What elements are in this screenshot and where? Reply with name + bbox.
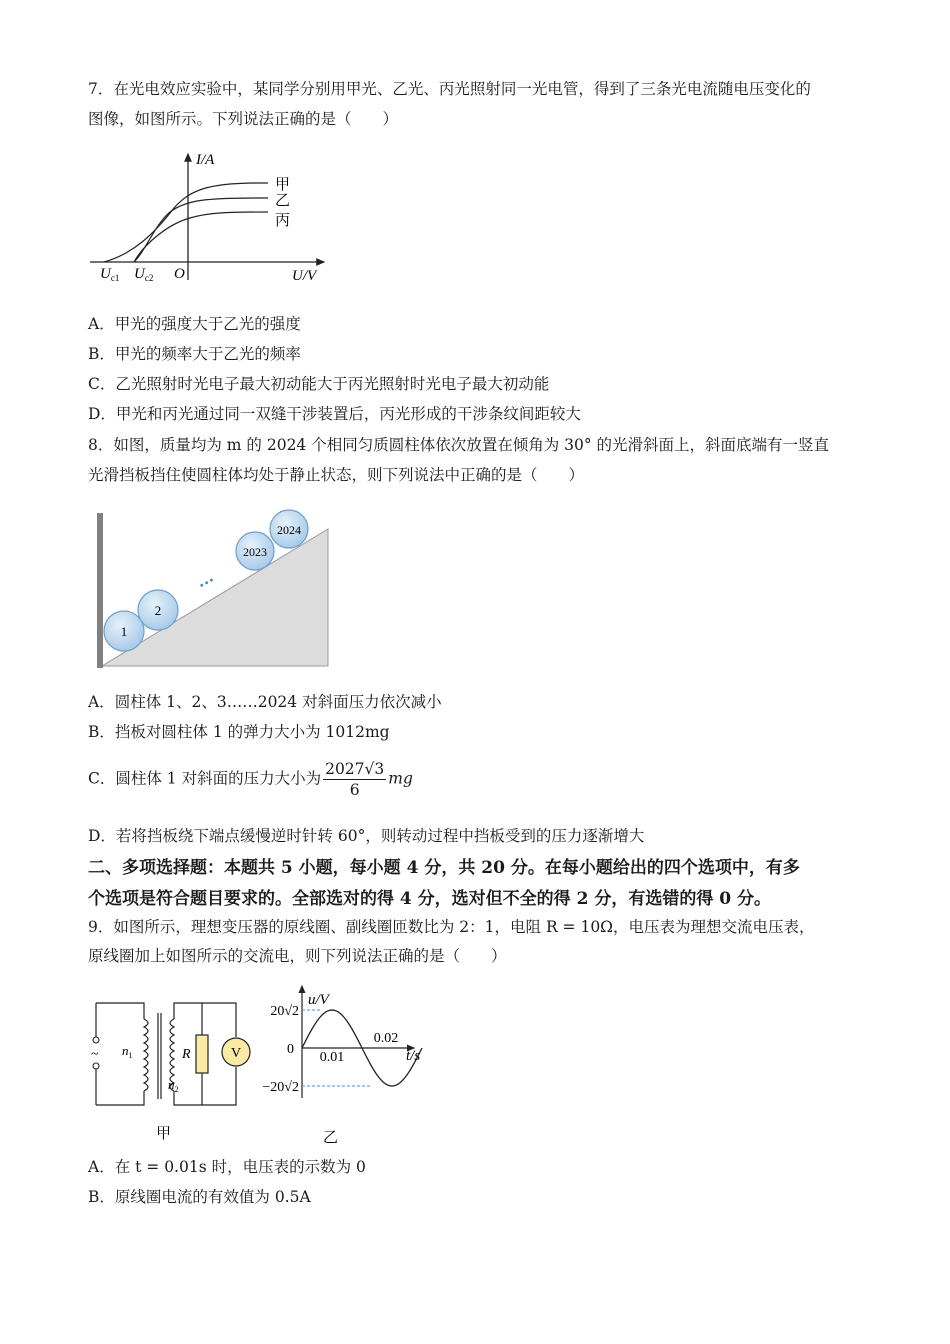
u-graph-caption: 乙 xyxy=(323,1130,339,1145)
cylinder-label-2023: 2023 xyxy=(243,545,267,559)
curve-yi xyxy=(134,198,268,262)
q8-option-c-suffix: mg xyxy=(388,769,413,788)
resistor-label: R xyxy=(182,1047,191,1062)
q8-option-d: D．若将挡板绕下端点缓慢逆时针转 60°，则转动过程中挡板受到的压力逐渐增大 xyxy=(88,827,645,845)
q9-stem-line2: 原线圈加上如图所示的交流电，则下列说法正确的是（ ） xyxy=(88,947,507,965)
q7-option-d: D．甲光和丙光通过同一双缝干涉装置后，丙光形成的干涉条纹间距较大 xyxy=(88,405,581,423)
q7-stem-line2: 图像，如图所示。下列说法正确的是（ ） xyxy=(88,110,399,128)
curve-bing xyxy=(134,212,268,262)
q8-stem-line2: 光滑挡板挡住使圆柱体均处于静止状态，则下列说法中正确的是（ ） xyxy=(88,466,585,484)
n1-label: $n_1$ xyxy=(122,1043,133,1060)
q7-option-a: A．甲光的强度大于乙光的强度 xyxy=(88,315,301,333)
q7-option-b: B．甲光的频率大于乙光的频率 xyxy=(88,345,301,363)
u-graph-x-label: t/s xyxy=(406,1048,421,1064)
resistor xyxy=(196,1035,208,1073)
q9-option-a: A．在 t = 0.01s 时，电压表的示数为 0 xyxy=(88,1158,366,1176)
q7-y-label: I/A xyxy=(196,152,215,168)
terminal-bottom xyxy=(93,1063,99,1069)
n2-label: $n_2$ xyxy=(168,1077,179,1094)
section2-heading-line2: 个选项是符合题目要求的。全部选对的得 4 分，选对但不全的得 2 分，有选错的得 0 分。 xyxy=(88,889,771,909)
secondary-top-wire xyxy=(174,1003,236,1037)
u-graph-t1-label: 0.01 xyxy=(319,1050,345,1065)
cylinder-label-2: 2 xyxy=(154,603,162,618)
u-graph-origin: 0 xyxy=(287,1042,294,1057)
cylinder-ellipsis: ... xyxy=(192,565,217,591)
fraction-numerator: 2027√3 xyxy=(325,760,385,778)
primary-bottom-wire xyxy=(96,1091,144,1105)
primary-top-wire xyxy=(96,1003,144,1019)
q7-x-label: U/V xyxy=(292,268,317,284)
u-graph-min-label: −20√2 xyxy=(262,1080,299,1095)
q8-option-c xyxy=(88,760,413,799)
curve-label-yi: 乙 xyxy=(275,193,291,209)
q7-stem-line1: 7．在光电效应实验中，某同学分别用甲光、乙光、丙光照射同一光电管，得到了三条光电流随电压变化的 xyxy=(88,80,811,98)
u-graph-t2-label: 0.02 xyxy=(373,1031,399,1046)
q7-uc2-label: $U_{c2}$ xyxy=(134,266,154,283)
primary-coil xyxy=(144,1019,148,1091)
q9-transformer-circuit xyxy=(88,995,253,1145)
q8-stem-line1: 8．如图，质量均为 m 的 2024 个相同匀质圆柱体依次放置在倾角为 30° 的光滑斜面上，斜面底端有一竖直 xyxy=(88,436,830,454)
voltmeter-label: V xyxy=(230,1046,242,1061)
u-graph-max-label: 20√2 xyxy=(270,1004,299,1019)
q9-stem-line1: 9．如图所示，理想变压器的原线圈、副线圈匝数比为 2：1，电阻 R = 10Ω，电压表为理想交流电压表， xyxy=(88,918,815,936)
fraction-denominator: 6 xyxy=(349,781,360,799)
q7-uc1-label: $U_{c1}$ xyxy=(100,266,120,283)
q7-option-c: C．乙光照射时光电子最大初动能大于丙光照射时光电子最大初动能 xyxy=(88,375,550,393)
q8-option-b: B．挡板对圆柱体 1 的弹力大小为 1012mg xyxy=(88,723,390,741)
retaining-plate xyxy=(97,513,103,668)
circuit-caption: 甲 xyxy=(156,1126,172,1142)
ac-source-symbol: ~ xyxy=(91,1047,99,1062)
q8-option-c-fraction xyxy=(323,760,386,799)
cylinder-label-2024: 2024 xyxy=(277,523,301,537)
q7-origin: O xyxy=(174,266,185,282)
q9-option-b: B．原线圈电流的有效值为 0.5A xyxy=(88,1188,311,1206)
q8-option-c-prefix: C．圆柱体 1 对斜面的压力大小为 xyxy=(88,769,322,788)
terminal-top xyxy=(93,1037,99,1043)
q8-option-a: A．圆柱体 1、2、3……2024 对斜面压力依次减小 xyxy=(88,693,442,711)
q9-voltage-graph xyxy=(250,980,435,1145)
section2-heading-line1: 二、多项选择题：本题共 5 小题，每小题 4 分，共 20 分。在每小题给出的四个选项中，有多 xyxy=(88,858,800,878)
curve-label-bing: 丙 xyxy=(275,213,291,229)
cylinder-label-1: 1 xyxy=(120,624,128,639)
curve-jia xyxy=(104,183,268,262)
u-graph-y-label: u/V xyxy=(308,992,329,1008)
q7-iu-graph xyxy=(88,148,348,288)
q8-incline-figure xyxy=(94,505,334,673)
curve-label-jia: 甲 xyxy=(275,177,291,193)
